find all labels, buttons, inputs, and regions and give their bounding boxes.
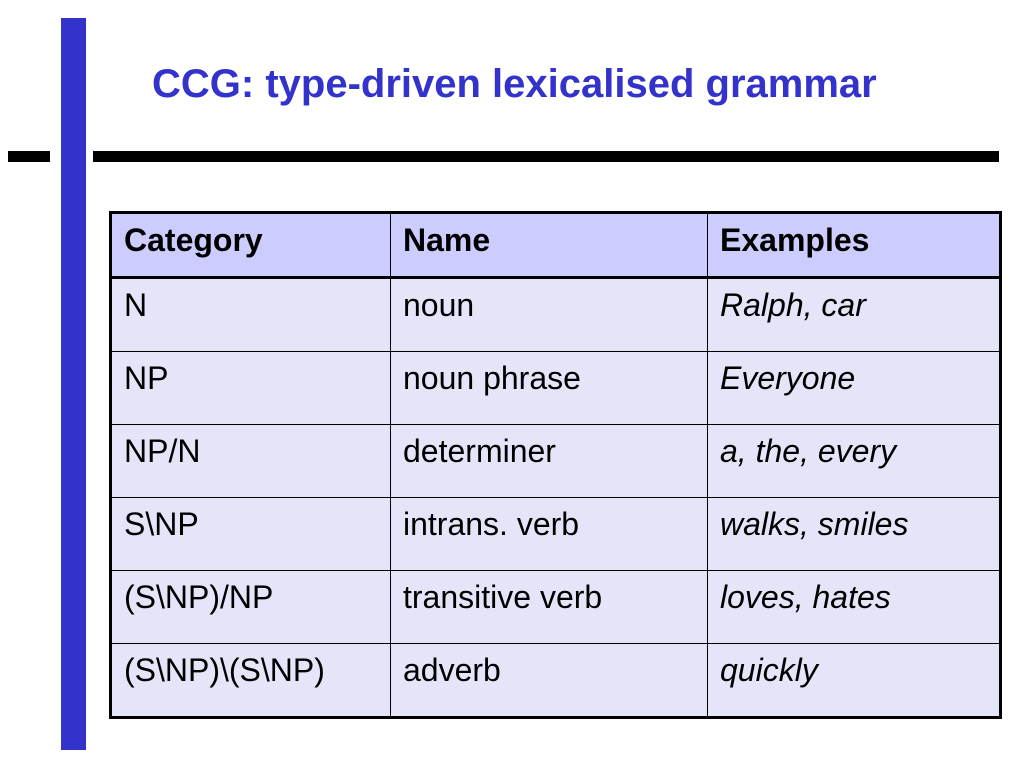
examples-cell: Ralph, car [708,278,1001,352]
table-row [111,498,1001,571]
header-name: Name [391,213,708,278]
examples-cell: walks, smiles [708,498,1001,571]
examples-cell: loves, hates [708,571,1001,644]
category-cell: NP [111,352,391,425]
examples-cell: a, the, every [708,425,1001,498]
name-cell: noun [391,278,708,352]
table-row [111,278,1001,352]
category-cell: (S\NP)/NP [111,571,391,644]
name-cell: noun phrase [391,352,708,425]
category-cell: N [111,278,391,352]
table-row [111,571,1001,644]
examples-cell: Everyone [708,352,1001,425]
table-row [111,352,1001,425]
header-examples: Examples [708,213,1001,278]
table-row [111,644,1001,718]
category-table [109,211,1002,719]
table-row [111,425,1001,498]
category-cell: NP/N [111,425,391,498]
slide-title: CCG: type-driven lexicalised grammar [152,62,877,106]
header-category: Category [111,213,391,278]
table-header-row [111,213,1001,278]
name-cell: determiner [391,425,708,498]
left-accent-bar [61,18,86,750]
category-cell: (S\NP)\(S\NP) [111,644,391,718]
title-rule-left [8,151,50,162]
name-cell: intrans. verb [391,498,708,571]
title-rule [93,151,999,162]
name-cell: transitive verb [391,571,708,644]
name-cell: adverb [391,644,708,718]
category-cell: S\NP [111,498,391,571]
examples-cell: quickly [708,644,1001,718]
